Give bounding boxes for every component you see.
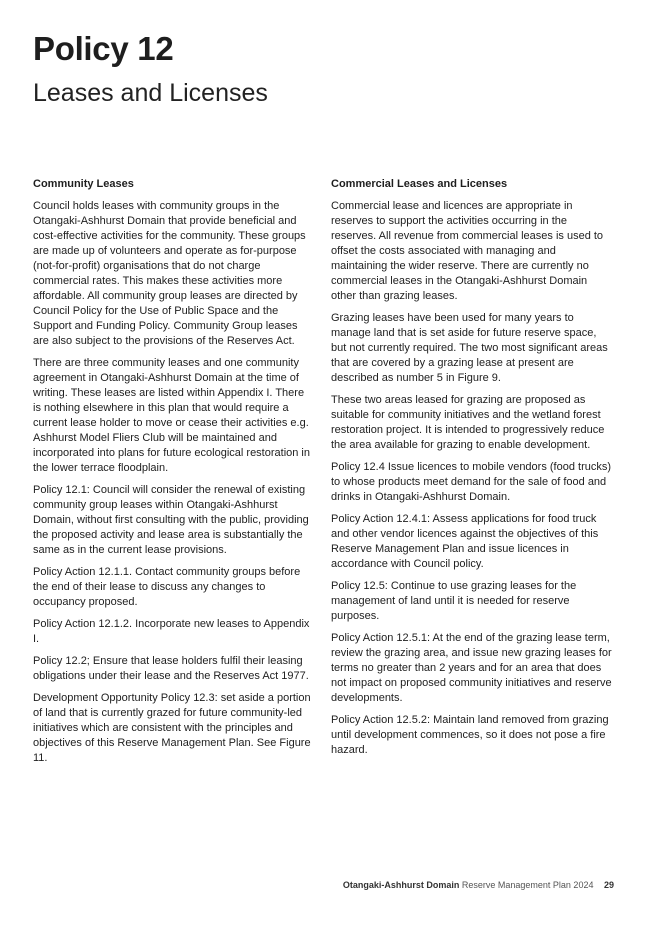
right-column [331, 177, 613, 765]
paragraph: Development Opportunity Policy 12.3: set aside a portion of land that is currently grazed for future community-led initiatives which are consistent with the principles and objectives of this Reserve Management Plan. See Figure 11. [33, 692, 311, 764]
page-subtitle: Leases and Licenses [33, 79, 268, 107]
section-heading-commercial-leases: Commercial Leases and Licenses [331, 178, 508, 190]
page-number: 29 [603, 880, 614, 890]
footer-brand: Otangaki-Ashhurst Domain [342, 880, 460, 890]
page-footer [343, 880, 614, 890]
paragraph: Policy Action 12.5.1: At the end of the grazing lease term, review the grazing area, and issue new grazing leases for terms no greater than 2 years and for an area that does not impact on proposed community initiatives and reserve developments. [331, 632, 612, 704]
section-heading-community-leases: Community Leases [33, 178, 134, 190]
paragraph: There are three community leases and one community agreement in Otangaki-Ashhurst Domain at the time of writing. These leases are listed within Appendix I. There is nothing elsewhere in this plan that would require a current lease holder to move or cease their activities e.g. Ashhurst Model Fliers Club will be maintained and incorporated into plans for future ecological restoration in the lower terrace floodplain. [33, 357, 310, 474]
paragraph: These two areas leased for grazing are proposed as suitable for community initiatives and the wetland forest restoration project. It is intended to progressively reduce the area available for grazing to enable development. [331, 394, 605, 451]
paragraph: Council holds leases with community groups in the Otangaki-Ashhurst Domain that provide beneficial and cost-effective activities for the community. These groups are made up of volunteers and operate as for-purpose (not-for-profit) organisations that do not charge commercial rates. This makes these activities more affordable. All community group leases are directed by Council Policy for the Use of Public Space and the Support and Funding Policy. Community Group leases are also subject to the provisions of the Reserves Act. [33, 200, 306, 347]
paragraph: Grazing leases have been used for many years to manage land that is set aside for future reserve space, but not currently required. The two most significant areas that are covered by a grazing lease at present are described as number 5 in Figure 9. [331, 312, 608, 384]
paragraph: Policy 12.2; Ensure that lease holders fulfil their leasing obligations under their lease and the Reserves Act 1977. [33, 655, 309, 682]
paragraph: Policy Action 12.1.1. Contact community groups before the end of their lease to discuss any changes to occupancy proposed. [33, 566, 301, 608]
paragraph: Commercial lease and licences are appropriate in reserves to support the activities occurring in the reserves. All revenue from commercial leases is used to offset the costs associated with managing and maintaining the wider reserve. There are currently no commercial leases in the Otangaki-Ashhurst Domain other than grazing leases. [331, 200, 604, 302]
paragraph: Policy Action 12.1.2. Incorporate new leases to Appendix I. [33, 618, 310, 645]
paragraph: Policy 12.1: Council will consider the renewal of existing community group leases within Otangaki-Ashhurst Domain, without first consulting with the public, providing the proposed activity and lease area is substantially the same as in the current lease provisions. [33, 484, 309, 556]
paragraph: Policy Action 12.4.1: Assess applications for food truck and other vendor licences against the objectives of this Reserve Management Plan and issue licences in accordance with Council policy. [331, 513, 599, 570]
footer-document-title: Reserve Management Plan 2024 [461, 880, 594, 890]
paragraph: Policy Action 12.5.2: Maintain land removed from grazing until development commences, so it does not pose a fire hazard. [331, 714, 609, 756]
page-title: Policy 12 [33, 30, 174, 67]
paragraph: Policy 12.4 Issue licences to mobile vendors (food trucks) to whose products meet demand for the sale of food and drinks in Otangaki-Ashhurst Domain. [331, 461, 612, 503]
left-column [33, 177, 315, 773]
paragraph: Policy 12.5: Continue to use grazing leases for the management of land until it is needed for reserve purposes. [331, 580, 577, 622]
